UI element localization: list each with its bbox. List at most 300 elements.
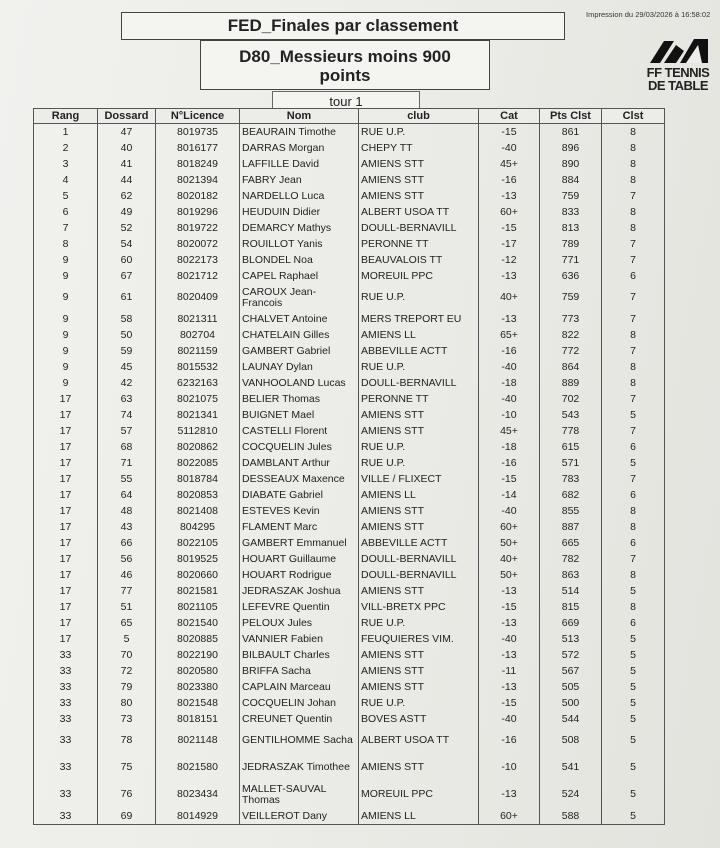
cell-club: AMIENS STT	[359, 503, 479, 519]
cell-clst: 8	[602, 140, 665, 156]
cell-club: ALBERT USOA TT	[359, 727, 479, 754]
cell-clst: 5	[602, 711, 665, 727]
cell-dossard: 78	[98, 727, 156, 754]
cell-dossard: 79	[98, 679, 156, 695]
table-row	[34, 754, 665, 781]
cell-rang: 9	[62, 269, 69, 282]
cell-clst: 8	[602, 503, 665, 519]
cell-nom: VANNIER Fabien	[240, 631, 359, 647]
cell-rang: 2	[62, 141, 69, 154]
cell-club: ABBEVILLE ACTT	[359, 535, 479, 551]
cell-pts-clst: 682	[540, 487, 602, 503]
cell-clst: 7	[602, 252, 665, 268]
cell-nom: LAFFILLE David	[240, 156, 359, 172]
cell-club: AMIENS STT	[359, 188, 479, 204]
cell-rang: 9	[62, 253, 69, 266]
cell-nom: VANHOOLAND Lucas	[240, 375, 359, 391]
cell-cat: -13	[479, 311, 540, 327]
cell-licence: 8018151	[156, 711, 240, 727]
cell-dossard: 41	[98, 156, 156, 172]
print-date: Impression du 29/03/2026 à 16:58:02	[586, 10, 711, 19]
cell-pts-clst: 636	[540, 268, 602, 284]
cell-cat: -15	[479, 124, 540, 141]
cell-rang: 17	[59, 568, 72, 581]
cell-nom: LEFEVRE Quentin	[240, 599, 359, 615]
table-row	[34, 455, 665, 471]
cell-licence: 8021311	[156, 311, 240, 327]
cell-nom: BILBAULT Charles	[240, 647, 359, 663]
cell-cat: -13	[479, 647, 540, 663]
cell-dossard: 42	[98, 375, 156, 391]
cell-dossard: 67	[98, 268, 156, 284]
cell-rang: 5	[62, 189, 69, 202]
cell-pts-clst: 889	[540, 375, 602, 391]
cell-cat: -13	[479, 781, 540, 808]
cell-cat: -15	[479, 695, 540, 711]
cell-dossard: 56	[98, 551, 156, 567]
cell-nom: ROUILLOT Yanis	[240, 236, 359, 252]
cell-rang: 17	[59, 600, 72, 613]
cell-rang: 9	[62, 312, 69, 325]
cell-licence: 8021580	[156, 754, 240, 781]
cell-club: FEUQUIERES VIM.	[359, 631, 479, 647]
table-row	[34, 188, 665, 204]
cell-club: AMIENS STT	[359, 754, 479, 781]
cell-clst: 5	[602, 663, 665, 679]
table-row	[34, 727, 665, 754]
cell-licence: 8020072	[156, 236, 240, 252]
cell-nom: CAPLAIN Marceau	[240, 679, 359, 695]
cell-dossard: 64	[98, 487, 156, 503]
cell-cat: 45+	[479, 156, 540, 172]
cell-clst: 5	[602, 679, 665, 695]
cell-cat: -40	[479, 503, 540, 519]
cell-club: AMIENS STT	[359, 156, 479, 172]
results-table	[33, 108, 665, 825]
cell-rang: 17	[59, 536, 72, 549]
cell-club: BEAUVALOIS TT	[359, 252, 479, 268]
cell-cat: -13	[479, 583, 540, 599]
table-row	[34, 439, 665, 455]
cell-pts-clst: 833	[540, 204, 602, 220]
cell-licence: 8020580	[156, 663, 240, 679]
cell-licence: 8016177	[156, 140, 240, 156]
cell-pts-clst: 543	[540, 407, 602, 423]
cell-club: RUE U.P.	[359, 359, 479, 375]
cell-nom: CASTELLI Florent	[240, 423, 359, 439]
cell-club: AMIENS STT	[359, 679, 479, 695]
table-row	[34, 391, 665, 407]
column-header-clst: Clst	[602, 109, 665, 124]
cell-cat: 60+	[479, 808, 540, 825]
cell-nom: BUIGNET Mael	[240, 407, 359, 423]
cell-club: AMIENS STT	[359, 172, 479, 188]
cell-nom: LAUNAY Dylan	[240, 359, 359, 375]
cell-cat: -40	[479, 140, 540, 156]
cell-clst: 7	[602, 423, 665, 439]
table-row	[34, 663, 665, 679]
cell-rang: 9	[62, 291, 69, 303]
cell-club: AMIENS STT	[359, 423, 479, 439]
page-title: FED_Finales par classement	[121, 12, 565, 40]
cell-licence: 8022085	[156, 455, 240, 471]
column-header-cat: Cat	[479, 109, 540, 124]
cell-cat: -14	[479, 487, 540, 503]
fftt-logo-icon	[646, 35, 710, 63]
cell-pts-clst: 782	[540, 551, 602, 567]
cell-pts-clst: 861	[540, 124, 602, 141]
cell-nom: CHATELAIN Gilles	[240, 327, 359, 343]
cell-club: AMIENS STT	[359, 407, 479, 423]
cell-club: RUE U.P.	[359, 284, 479, 311]
cell-cat: -13	[479, 188, 540, 204]
cell-nom: HOUART Guillaume	[240, 551, 359, 567]
cell-rang: 17	[59, 440, 72, 453]
cell-club: AMIENS LL	[359, 327, 479, 343]
cell-cat: -16	[479, 343, 540, 359]
cell-club: RUE U.P.	[359, 455, 479, 471]
cell-rang: 9	[62, 344, 69, 357]
cell-cat: -40	[479, 711, 540, 727]
cell-nom: DARRAS Morgan	[240, 140, 359, 156]
cell-clst: 8	[602, 599, 665, 615]
cell-licence: 8019735	[156, 124, 240, 141]
cell-cat: -15	[479, 220, 540, 236]
cell-licence: 8021408	[156, 503, 240, 519]
cell-cat: -16	[479, 727, 540, 754]
cell-pts-clst: 669	[540, 615, 602, 631]
cell-pts-clst: 524	[540, 781, 602, 808]
cell-pts-clst: 572	[540, 647, 602, 663]
cell-dossard: 74	[98, 407, 156, 423]
cell-nom: COCQUELIN Jules	[240, 439, 359, 455]
cell-licence: 8020660	[156, 567, 240, 583]
cell-dossard: 50	[98, 327, 156, 343]
cell-pts-clst: 813	[540, 220, 602, 236]
table-row	[34, 567, 665, 583]
cell-pts-clst: 508	[540, 727, 602, 754]
table-row	[34, 487, 665, 503]
cell-clst: 7	[602, 311, 665, 327]
column-header-nom: Nom	[240, 109, 359, 124]
cell-licence: 8021540	[156, 615, 240, 631]
cell-clst: 8	[602, 204, 665, 220]
cell-dossard: 71	[98, 455, 156, 471]
cell-cat: 50+	[479, 567, 540, 583]
table-row	[34, 679, 665, 695]
cell-licence: 8023434	[156, 781, 240, 808]
cell-cat: -16	[479, 455, 540, 471]
cell-rang: 17	[59, 632, 72, 645]
cell-pts-clst: 771	[540, 252, 602, 268]
cell-licence: 8022105	[156, 535, 240, 551]
table-row	[34, 781, 665, 808]
table-row	[34, 172, 665, 188]
cell-dossard: 72	[98, 663, 156, 679]
cell-nom: HOUART Rodrigue	[240, 567, 359, 583]
cell-club: ABBEVILLE ACTT	[359, 343, 479, 359]
cell-dossard: 62	[98, 188, 156, 204]
cell-dossard: 65	[98, 615, 156, 631]
cell-dossard: 75	[98, 754, 156, 781]
table-row	[34, 599, 665, 615]
table-body	[34, 124, 665, 825]
cell-licence: 8021148	[156, 727, 240, 754]
cell-clst: 7	[602, 188, 665, 204]
cell-cat: -13	[479, 268, 540, 284]
table-row	[34, 284, 665, 311]
table-row	[34, 268, 665, 284]
cell-pts-clst: 702	[540, 391, 602, 407]
column-header-licence: N°Licence	[156, 109, 240, 124]
cell-rang: 6	[62, 205, 69, 218]
cell-licence: 8021548	[156, 695, 240, 711]
cell-licence: 8021712	[156, 268, 240, 284]
table-row	[34, 647, 665, 663]
cell-pts-clst: 773	[540, 311, 602, 327]
table-row	[34, 343, 665, 359]
cell-licence: 8021159	[156, 343, 240, 359]
cell-licence: 8020885	[156, 631, 240, 647]
table-row	[34, 327, 665, 343]
cell-nom: FABRY Jean	[240, 172, 359, 188]
table-row	[34, 808, 665, 825]
cell-dossard: 59	[98, 343, 156, 359]
cell-pts-clst: 567	[540, 663, 602, 679]
cell-pts-clst: 541	[540, 754, 602, 781]
cell-licence: 6232163	[156, 375, 240, 391]
cell-rang: 7	[62, 221, 69, 234]
cell-rang: 9	[62, 328, 69, 341]
cell-cat: -10	[479, 754, 540, 781]
cell-club: BOVES ASTT	[359, 711, 479, 727]
cell-nom: DIABATE Gabriel	[240, 487, 359, 503]
cell-licence: 8022190	[156, 647, 240, 663]
cell-clst: 8	[602, 359, 665, 375]
cell-licence: 8018784	[156, 471, 240, 487]
cell-clst: 5	[602, 695, 665, 711]
cell-rang: 17	[59, 472, 72, 485]
cell-club: AMIENS LL	[359, 808, 479, 825]
cell-rang: 9	[62, 376, 69, 389]
cell-licence: 8021105	[156, 599, 240, 615]
cell-nom: BRIFFA Sacha	[240, 663, 359, 679]
cell-nom: GAMBERT Gabriel	[240, 343, 359, 359]
cell-rang: 17	[59, 504, 72, 517]
category-title-line1: D80_Messieurs moins 900	[239, 47, 451, 66]
table-row	[34, 220, 665, 236]
cell-licence: 8020409	[156, 284, 240, 311]
table-header-row	[34, 109, 665, 124]
cell-cat: -40	[479, 631, 540, 647]
cell-club: RUE U.P.	[359, 439, 479, 455]
cell-pts-clst: 887	[540, 519, 602, 535]
cell-licence: 8018249	[156, 156, 240, 172]
cell-club: DOULL-BERNAVILL	[359, 375, 479, 391]
cell-pts-clst: 884	[540, 172, 602, 188]
cell-clst: 6	[602, 439, 665, 455]
cell-club: DOULL-BERNAVILL	[359, 551, 479, 567]
cell-nom: JEDRASZAK Timothee	[240, 754, 359, 781]
cell-clst: 8	[602, 375, 665, 391]
cell-club: RUE U.P.	[359, 615, 479, 631]
cell-club: CHEPY TT	[359, 140, 479, 156]
cell-dossard: 43	[98, 519, 156, 535]
cell-club: AMIENS STT	[359, 663, 479, 679]
cell-licence: 8022173	[156, 252, 240, 268]
cell-club: RUE U.P.	[359, 124, 479, 141]
cell-clst: 6	[602, 615, 665, 631]
cell-cat: -12	[479, 252, 540, 268]
cell-cat: -18	[479, 375, 540, 391]
cell-pts-clst: 815	[540, 599, 602, 615]
cell-pts-clst: 759	[540, 284, 602, 311]
cell-nom: JEDRASZAK Joshua	[240, 583, 359, 599]
cell-rang: 17	[59, 584, 72, 597]
category-title	[200, 40, 490, 90]
cell-licence: 8019722	[156, 220, 240, 236]
cell-dossard: 57	[98, 423, 156, 439]
cell-clst: 7	[602, 343, 665, 359]
cell-dossard: 63	[98, 391, 156, 407]
cell-clst: 6	[602, 535, 665, 551]
cell-nom: VEILLEROT Dany	[240, 808, 359, 825]
cell-cat: 60+	[479, 204, 540, 220]
cell-cat: -17	[479, 236, 540, 252]
cell-clst: 5	[602, 727, 665, 754]
cell-dossard: 5	[98, 631, 156, 647]
cell-rang: 33	[59, 734, 72, 746]
cell-clst: 7	[602, 391, 665, 407]
cell-nom: DESSEAUX Maxence	[240, 471, 359, 487]
table-row	[34, 407, 665, 423]
cell-clst: 8	[602, 220, 665, 236]
cell-club: DOULL-BERNAVILL	[359, 567, 479, 583]
cell-dossard: 44	[98, 172, 156, 188]
logo-line2: DE TABLE	[647, 78, 709, 93]
cell-dossard: 76	[98, 781, 156, 808]
cell-rang: 33	[59, 680, 72, 693]
cell-dossard: 40	[98, 140, 156, 156]
cell-rang: 17	[59, 408, 72, 421]
cell-rang: 33	[59, 712, 72, 725]
cell-club: AMIENS STT	[359, 583, 479, 599]
cell-cat: 60+	[479, 519, 540, 535]
cell-dossard: 45	[98, 359, 156, 375]
table-row	[34, 375, 665, 391]
cell-dossard: 60	[98, 252, 156, 268]
cell-cat: 40+	[479, 551, 540, 567]
cell-pts-clst: 665	[540, 535, 602, 551]
cell-licence: 8014929	[156, 808, 240, 825]
column-header-pts-clst: Pts Clst	[540, 109, 602, 124]
cell-pts-clst: 759	[540, 188, 602, 204]
cell-clst: 5	[602, 455, 665, 471]
cell-pts-clst: 544	[540, 711, 602, 727]
cell-pts-clst: 789	[540, 236, 602, 252]
cell-clst: 8	[602, 156, 665, 172]
cell-cat: 65+	[479, 327, 540, 343]
cell-club: AMIENS STT	[359, 647, 479, 663]
cell-dossard: 46	[98, 567, 156, 583]
cell-rang: 33	[59, 648, 72, 661]
cell-club: MERS TREPORT EU	[359, 311, 479, 327]
cell-cat: 40+	[479, 284, 540, 311]
cell-pts-clst: 822	[540, 327, 602, 343]
cell-pts-clst: 855	[540, 503, 602, 519]
cell-cat: -13	[479, 615, 540, 631]
cell-nom: CAPEL Raphael	[240, 268, 359, 284]
column-header-rang: Rang	[34, 109, 98, 124]
cell-nom: CHALVET Antoine	[240, 311, 359, 327]
cell-clst: 5	[602, 631, 665, 647]
cell-licence: 8023380	[156, 679, 240, 695]
cell-pts-clst: 513	[540, 631, 602, 647]
table-row	[34, 311, 665, 327]
cell-pts-clst: 863	[540, 567, 602, 583]
cell-nom: DAMBLANT Arthur	[240, 455, 359, 471]
cell-rang: 33	[59, 809, 72, 822]
cell-dossard: 77	[98, 583, 156, 599]
cell-cat: -40	[479, 359, 540, 375]
cell-nom: BELIER Thomas	[240, 391, 359, 407]
cell-pts-clst: 896	[540, 140, 602, 156]
cell-dossard: 51	[98, 599, 156, 615]
cell-clst: 8	[602, 519, 665, 535]
cell-rang: 17	[59, 456, 72, 469]
cell-clst: 8	[602, 172, 665, 188]
cell-clst: 7	[602, 236, 665, 252]
cell-cat: 45+	[479, 423, 540, 439]
cell-pts-clst: 772	[540, 343, 602, 359]
cell-rang: 33	[59, 761, 72, 773]
fftt-logo	[646, 35, 710, 92]
cell-licence: 8020182	[156, 188, 240, 204]
column-header-club: club	[359, 109, 479, 124]
cell-nom: BEAURAIN Timothe	[240, 124, 359, 141]
cell-club: MOREUIL PPC	[359, 268, 479, 284]
cell-nom: CAROUX Jean-Francois	[240, 284, 359, 311]
table-row	[34, 711, 665, 727]
cell-clst: 6	[602, 487, 665, 503]
cell-cat: -16	[479, 172, 540, 188]
cell-nom: CREUNET Quentin	[240, 711, 359, 727]
cell-dossard: 47	[98, 124, 156, 141]
cell-rang: 4	[62, 173, 69, 186]
cell-pts-clst: 514	[540, 583, 602, 599]
cell-rang: 33	[59, 696, 72, 709]
cell-pts-clst: 890	[540, 156, 602, 172]
cell-nom: PELOUX Jules	[240, 615, 359, 631]
cell-licence: 804295	[156, 519, 240, 535]
cell-dossard: 52	[98, 220, 156, 236]
cell-dossard: 69	[98, 808, 156, 825]
table-row	[34, 583, 665, 599]
table-row	[34, 236, 665, 252]
table-row	[34, 423, 665, 439]
cell-clst: 5	[602, 808, 665, 825]
cell-clst: 5	[602, 754, 665, 781]
cell-dossard: 70	[98, 647, 156, 663]
table-row	[34, 551, 665, 567]
cell-dossard: 49	[98, 204, 156, 220]
cell-rang: 17	[59, 552, 72, 565]
cell-dossard: 66	[98, 535, 156, 551]
cell-dossard: 48	[98, 503, 156, 519]
cell-rang: 17	[59, 392, 72, 405]
cell-pts-clst: 783	[540, 471, 602, 487]
cell-club: PERONNE TT	[359, 236, 479, 252]
